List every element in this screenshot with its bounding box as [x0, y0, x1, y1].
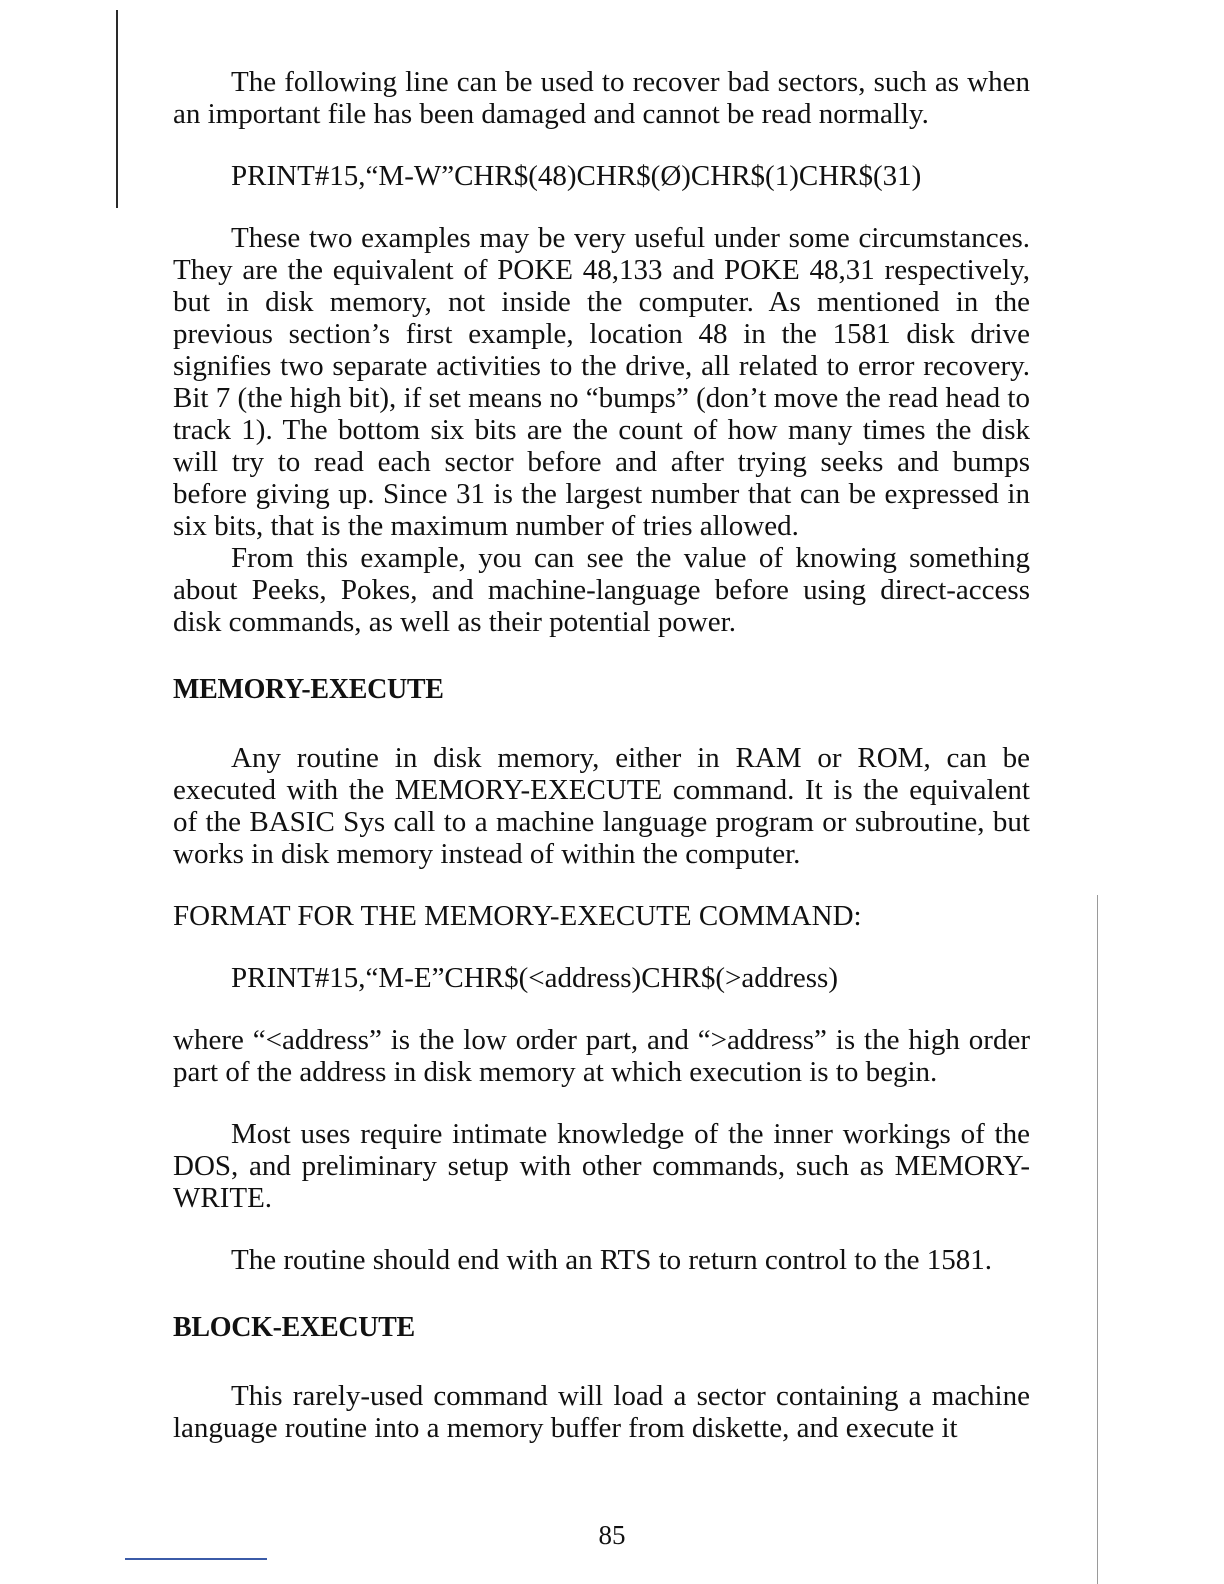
paragraph-examples: These two examples may be very useful under some circumstances. They are the equivalent of POKE 48,133 and POKE 48,31 respectively, but in disk memory, not inside the computer. As mentioned in the previous section’s first example, location 48 in the 1581 disk drive signifies two separate activities to the drive, all related to error recovery. Bit 7 (the high bit), if set means no “bumps” (don’t move the read head to track 1). The bottom six bits are the count of how many times the disk will try to read each sector before and after trying seeks and bumps before giving up. Since 31 is the largest number that can be expressed in six bits, that is the maximum number of tries allowed. — [173, 222, 1030, 542]
code-memory-write: PRINT#15,“M-W”CHR$(48)CHR$(Ø)CHR$(1)CHR$(31) — [231, 160, 922, 192]
scan-edge-line — [125, 1558, 267, 1560]
format-label: FORMAT FOR THE MEMORY-EXECUTE COMMAND: — [173, 900, 862, 932]
paragraph-value: From this example, you can see the value of knowing something about Peeks, Pokes, and machine-language before using direct-access disk commands, as well as their potential power. — [173, 542, 1030, 638]
paragraph-rarely-used: This rarely-used command will load a sector containing a machine language routine into a memory buffer from diskette, and execute it — [173, 1380, 1030, 1444]
paragraph-most-uses: Most uses require intimate knowledge of the inner workings of the DOS, and preliminary setup with other commands, such as MEMORY-WRITE. — [173, 1118, 1030, 1214]
code-memory-execute: PRINT#15,“M-E”CHR$(<address)CHR$(>address) — [231, 962, 838, 994]
scan-edge-line — [1097, 895, 1098, 1584]
section-heading-block-execute: BLOCK-EXECUTE — [173, 1312, 415, 1343]
page-number: 85 — [598, 1520, 626, 1550]
paragraph-where: where “<address” is the low order part, and “>address” is the high order part of the address in disk memory at which execution is to begin. — [173, 1024, 1030, 1088]
scan-edge-line — [116, 10, 118, 208]
paragraph-intro: The following line can be used to recover bad sectors, such as when an important file has been damaged and cannot be read normally. — [173, 66, 1030, 130]
section-heading-memory-execute: MEMORY-EXECUTE — [173, 674, 444, 705]
paragraph-routine-end: The routine should end with an RTS to return control to the 1581. — [231, 1244, 992, 1276]
page-body — [173, 66, 1030, 1444]
paragraph-any-routine: Any routine in disk memory, either in RAM or ROM, can be executed with the MEMORY-EXECUTE command. It is the equivalent of the BASIC Sys call to a machine language program or subroutine, but works in disk memory instead of within the computer. — [173, 742, 1030, 870]
